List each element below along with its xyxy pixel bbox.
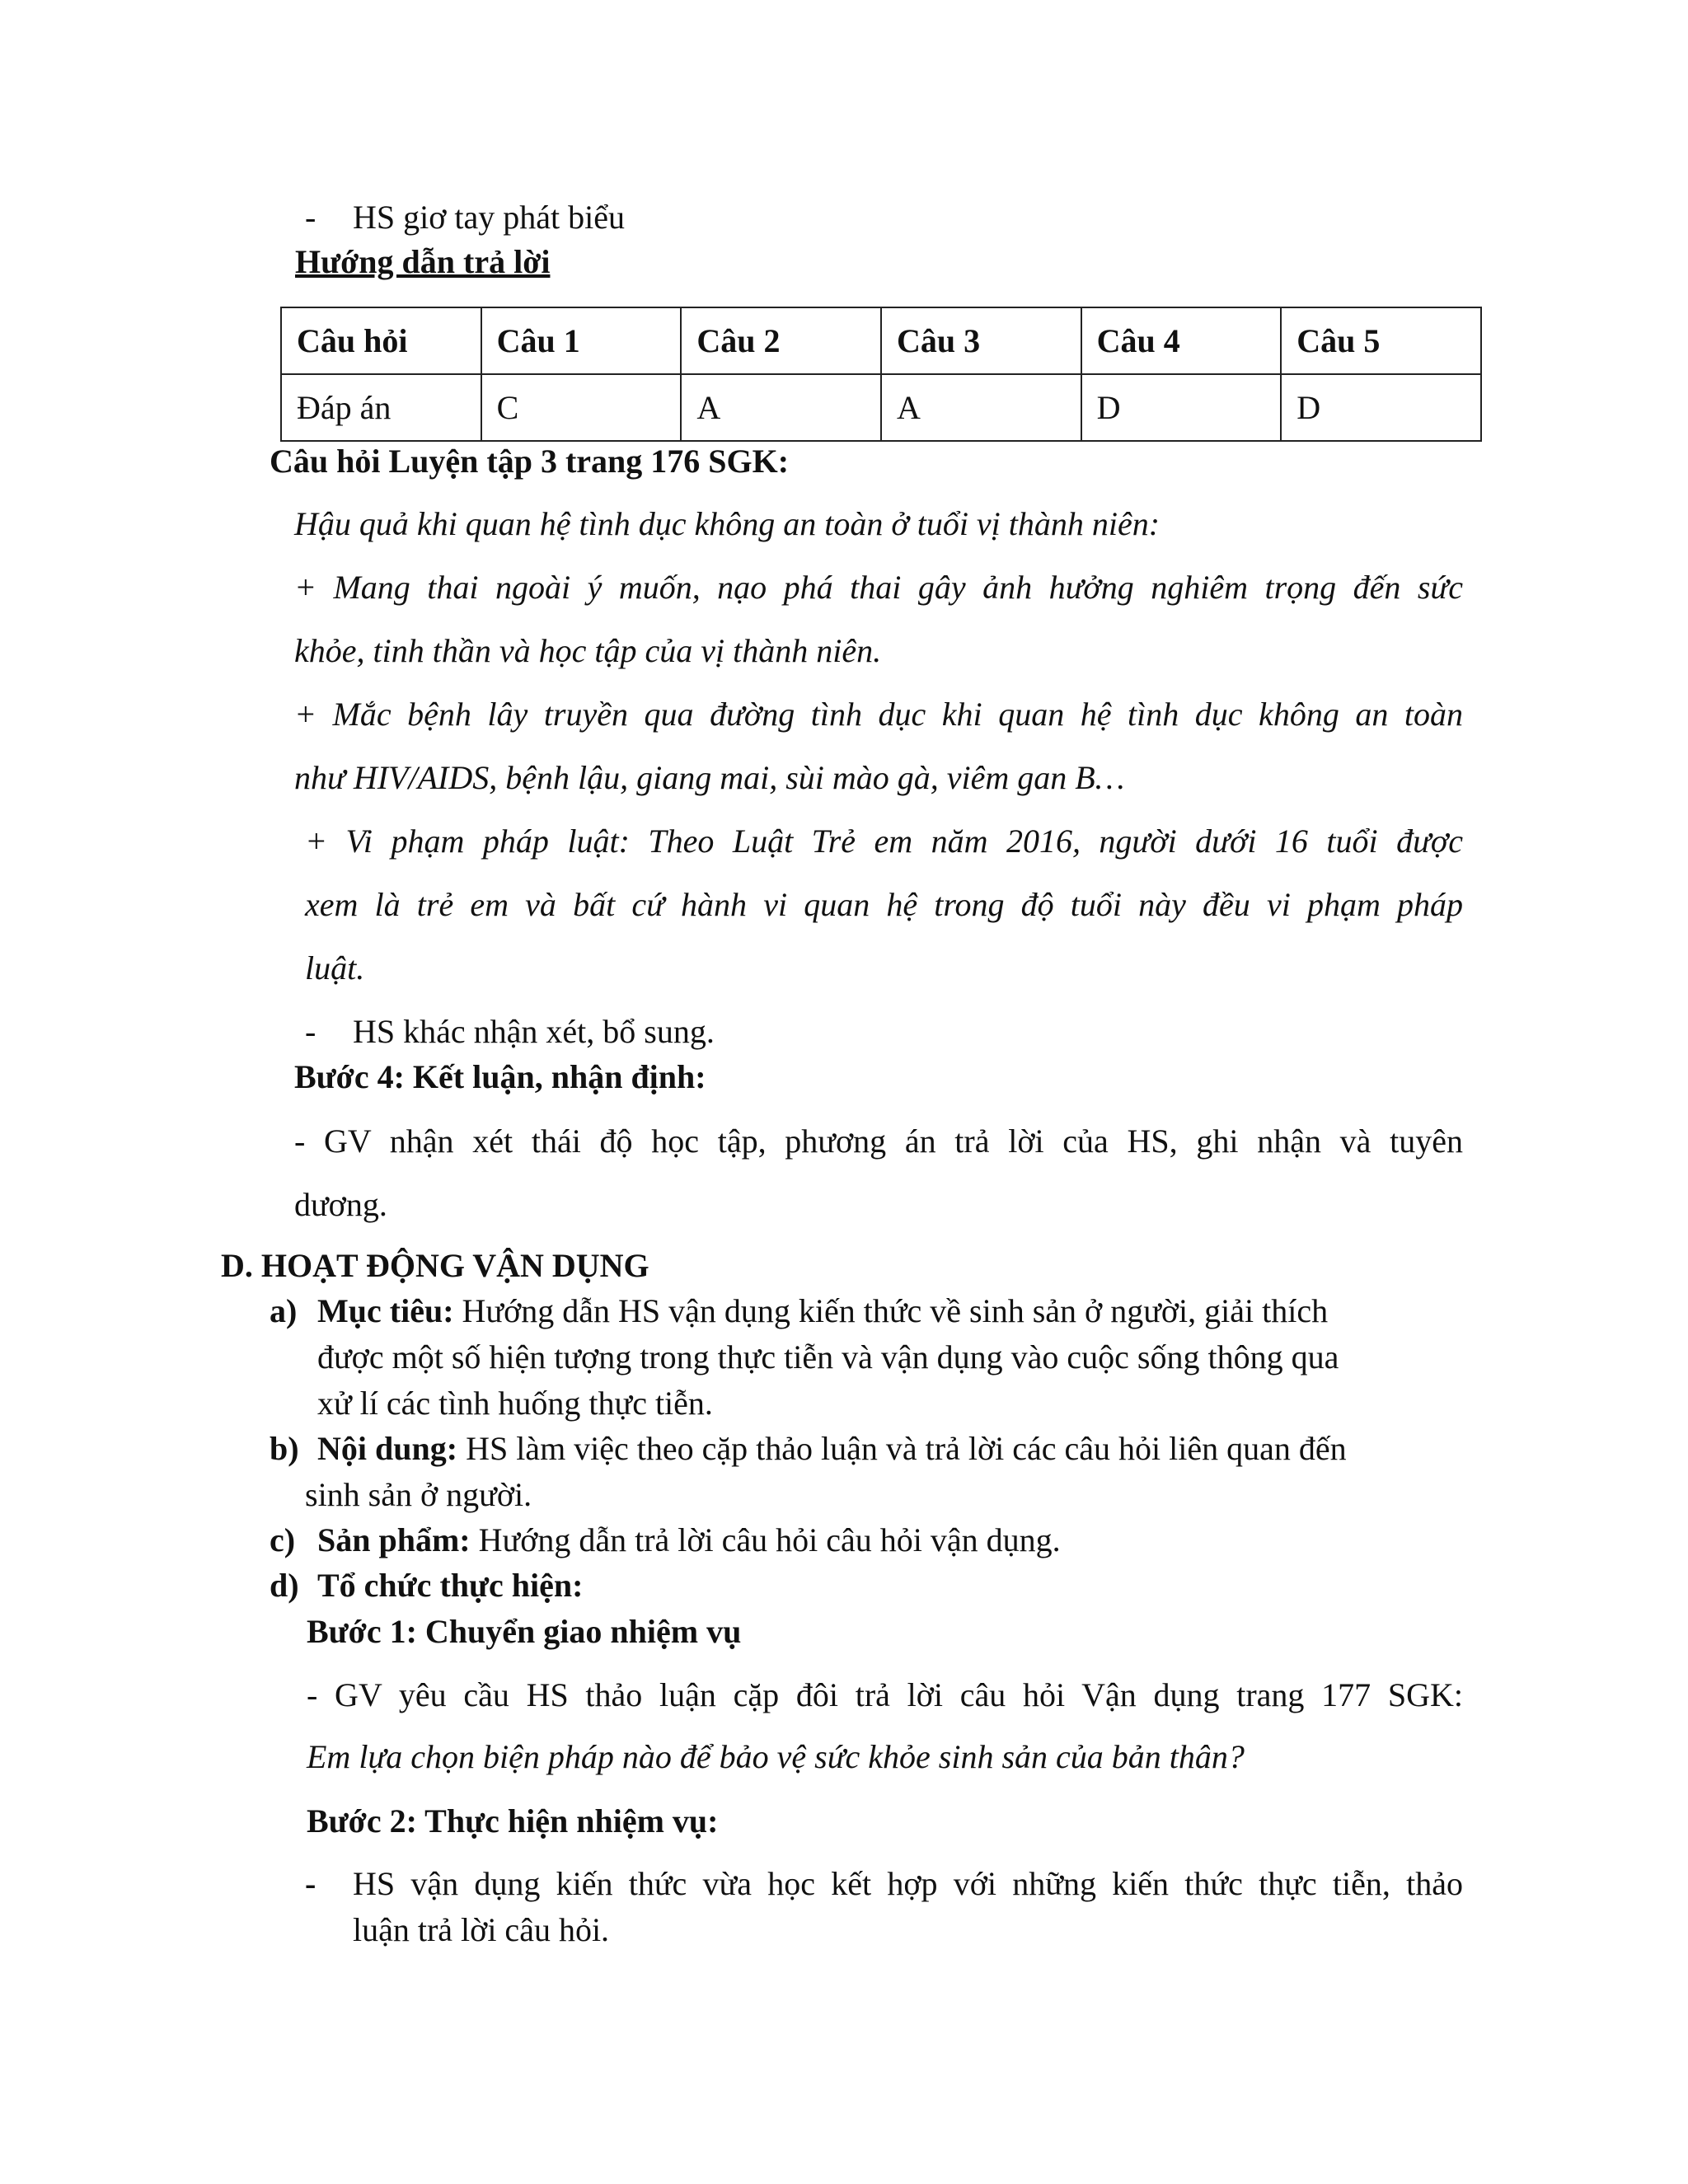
other-bullet-text: HS khác nhận xét, bổ sung. xyxy=(353,1013,715,1050)
table-header-cell: Câu hỏi xyxy=(281,307,481,374)
item-c-marker: c) xyxy=(270,1521,296,1558)
practice-line: luật. xyxy=(305,949,365,987)
practice-line: Hậu quả khi quan hệ tình dục không an toàn ở tuổi vị thành niên: xyxy=(294,505,1160,542)
item-a-text: Hướng dẫn HS vận dụng kiến thức về sinh sản ở người, giải thích xyxy=(462,1292,1329,1329)
step2-line: HS vận dụng kiến thức vừa học kết hợp với những kiến thức thực tiễn, thảo xyxy=(353,1865,1463,1902)
item-d-marker: d) xyxy=(270,1567,299,1604)
item-a-marker: a) xyxy=(270,1292,298,1329)
item-a-text: được một số hiện tượng trong thực tiễn và vận dụng vào cuộc sống thông qua xyxy=(317,1338,1339,1376)
item-c-text: Hướng dẫn trả lời câu hỏi câu hỏi vận dụng. xyxy=(478,1521,1061,1558)
practice-line: khỏe, tinh thần và học tập của vị thành niên. xyxy=(294,632,882,669)
step2-dash: - xyxy=(305,1865,316,1902)
practice-line: + Vi phạm pháp luật: Theo Luật Trẻ em năm 2016, người dưới 16 tuổi được xyxy=(305,823,1463,860)
item-b-text: HS làm việc theo cặp thảo luận và trả lời các câu hỏi liên quan đến xyxy=(466,1430,1347,1467)
step4-line: dương. xyxy=(294,1186,387,1223)
practice-line: + Mắc bệnh lây truyền qua đường tình dục khi quan hệ tình dục không an toàn xyxy=(294,696,1463,733)
step1-title: Bước 1: Chuyển giao nhiệm vụ xyxy=(307,1613,742,1650)
item-a-label: Mục tiêu: xyxy=(317,1292,454,1329)
step2-title: Bước 2: Thực hiện nhiệm vụ: xyxy=(307,1802,719,1840)
answer-guide-title: Hướng dẫn trả lời xyxy=(295,243,551,280)
table-header-cell: Câu 1 xyxy=(481,307,682,374)
table-header-cell: Câu 3 xyxy=(881,307,1081,374)
item-b-text: sinh sản ở người. xyxy=(305,1476,532,1513)
step4-title: Bước 4: Kết luận, nhận định: xyxy=(294,1058,706,1095)
practice-line: + Mang thai ngoài ý muốn, nạo phá thai gây ảnh hưởng nghiêm trọng đến sức xyxy=(294,569,1463,606)
answer-table-row xyxy=(281,374,1481,441)
item-a-text: xử lí các tình huống thực tiễn. xyxy=(317,1385,713,1422)
item-c-label: Sản phẩm: xyxy=(317,1521,471,1558)
table-cell: A xyxy=(881,374,1081,441)
item-b-marker: b) xyxy=(270,1430,299,1467)
table-cell: D xyxy=(1081,374,1282,441)
table-header-cell: Câu 4 xyxy=(1081,307,1282,374)
section-d-heading: D. HOẠT ĐỘNG VẬN DỤNG xyxy=(221,1247,649,1284)
item-d-label: Tổ chức thực hiện: xyxy=(317,1567,584,1604)
table-header-cell: Câu 5 xyxy=(1281,307,1481,374)
practice-title: Câu hỏi Luyện tập 3 trang 176 SGK: xyxy=(270,443,790,480)
item-b-label: Nội dung: xyxy=(317,1430,458,1467)
other-bullet-dash: - xyxy=(305,1013,316,1050)
table-cell: D xyxy=(1281,374,1481,441)
step4-line: - GV nhận xét thái độ học tập, phương án trả lời của HS, ghi nhận và tuyên xyxy=(294,1122,1463,1160)
answer-table xyxy=(280,307,1482,442)
table-header-cell: Câu 2 xyxy=(681,307,881,374)
practice-line: như HIV/AIDS, bệnh lậu, giang mai, sùi mào gà, viêm gan B… xyxy=(294,759,1125,796)
intro-bullet-text: HS giơ tay phát biểu xyxy=(353,199,625,236)
table-cell: C xyxy=(481,374,682,441)
practice-line: xem là trẻ em và bất cứ hành vi quan hệ trong độ tuổi này đều vi phạm pháp xyxy=(305,886,1463,923)
step2-line: luận trả lời câu hỏi. xyxy=(353,1911,610,1948)
step1-question: Em lựa chọn biện pháp nào để bảo vệ sức khỏe sinh sản của bản thân? xyxy=(307,1738,1245,1775)
table-cell: A xyxy=(681,374,881,441)
table-cell: Đáp án xyxy=(281,374,481,441)
step1-line: - GV yêu cầu HS thảo luận cặp đôi trả lời câu hỏi Vận dụng trang 177 SGK: xyxy=(307,1676,1463,1713)
intro-bullet-dash: - xyxy=(305,199,316,236)
answer-table-header-row xyxy=(281,307,1481,374)
